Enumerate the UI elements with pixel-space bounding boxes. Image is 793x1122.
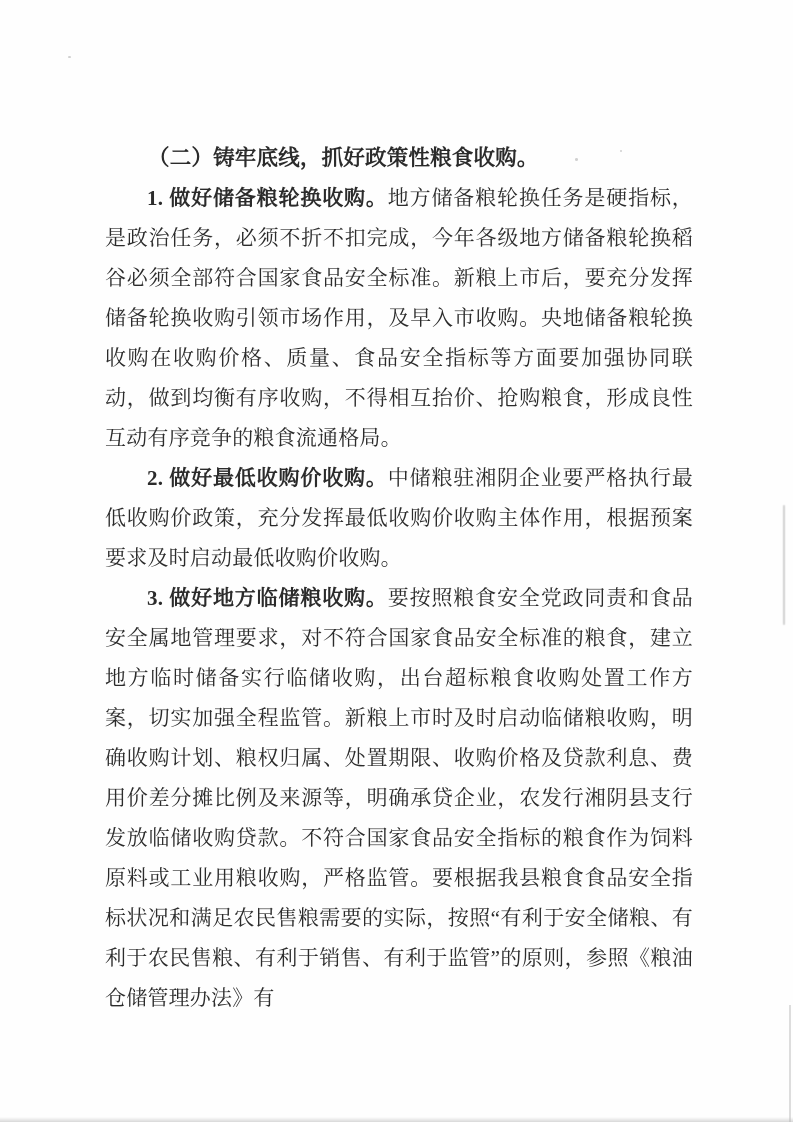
paragraph-2-lead: 2. 做好最低收购价收购。 — [147, 466, 388, 490]
paragraph-local-temporary-storage — [105, 578, 693, 1018]
paragraph-minimum-purchase-price — [105, 458, 693, 578]
scan-artifact-right-line — [783, 505, 785, 625]
scan-artifact-bottom-shadow — [0, 1117, 793, 1122]
section-heading: （二）铸牢底线，抓好政策性粮食收购。 — [148, 146, 539, 170]
scan-speck — [575, 158, 578, 161]
scan-speck — [68, 56, 71, 58]
paragraph-3-lead: 3. 做好地方临储粮收购。 — [147, 586, 388, 610]
document-body — [105, 138, 693, 1018]
paragraph-3-text: 要按照粮食安全党政同责和食品安全属地管理要求，对不符合国家食品安全标准的粮食，建立地方临时储备实行临储收购，出台超标粮食收购处置工作方案，切实加强全程监管。新粮上市时及时启动临储粮收购，明确收购计划、粮权归属、处置期限、收购价格及贷款利息、费用价差分摊比例及来源等，明确承贷企业，农发行湘阴县支行发放临储收购贷款。不符合国家食品安全指标的粮食作为饲料原料或工业用粮收购，严格监管。要根据我县粮食食品安全指标状况和满足农民售粮需要的实际，按照“有利于安全储粮、有利于农民售粮、有利于销售、有利于监管”的原则，参照《粮油仓储管理办法》有 — [105, 586, 693, 1010]
paragraph-storage-grain-rotation — [105, 178, 693, 458]
scan-artifact-right-edge — [789, 1005, 791, 1122]
scan-speck — [620, 150, 622, 152]
paragraph-1-lead: 1. 做好储备粮轮换收购。 — [147, 186, 388, 210]
paragraph-2-text: 中储粮驻湘阴企业要严格执行最低收购价政策，充分发挥最低收购价收购主体作用，根据预案要求及时启动最低收购价收购。 — [105, 466, 693, 570]
paragraph-1-text: 地方储备粮轮换任务是硬指标，是政治任务，必须不折不扣完成，今年各级地方储备粮轮换稻谷必须全部符合国家食品安全标准。新粮上市后，要充分发挥储备轮换收购引领市场作用，及早入市收购。央地储备粮轮换收购在收购价格、质量、食品安全指标等方面要加强协同联动，做到均衡有序收购，不得相互抬价、抢购粮食，形成良性互动有序竞争的粮食流通格局。 — [105, 186, 693, 450]
